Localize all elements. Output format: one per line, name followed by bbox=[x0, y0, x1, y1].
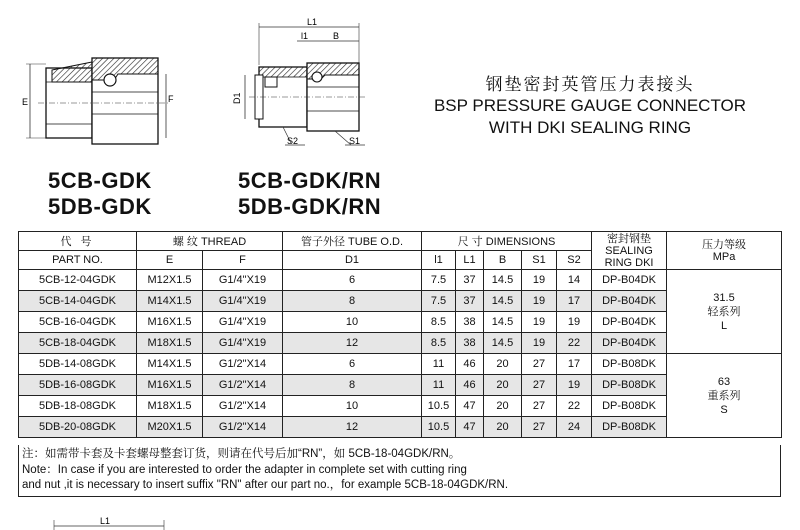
cell-f: G1/2"X14 bbox=[203, 354, 283, 375]
cell-ring: DP-B08DK bbox=[592, 375, 667, 396]
cell-s2: 22 bbox=[557, 333, 592, 354]
cell-e: M16X1.5 bbox=[137, 312, 203, 333]
header-seal-en2: RING DKI bbox=[604, 256, 654, 269]
cell-l1: 11 bbox=[422, 375, 456, 396]
pressure-value: 31.5 bbox=[713, 291, 735, 304]
cell-s1: 19 bbox=[522, 312, 557, 333]
cell-part: 5CB-12-04GDK bbox=[19, 270, 137, 291]
cell-b: 14.5 bbox=[484, 312, 522, 333]
cell-s1: 19 bbox=[522, 270, 557, 291]
header-pressure bbox=[667, 232, 782, 270]
cell-b: 14.5 bbox=[484, 333, 522, 354]
cell-s2: 17 bbox=[557, 291, 592, 312]
cell-l1: 37 bbox=[456, 291, 484, 312]
code-left-1: 5CB-GDK bbox=[48, 168, 152, 193]
cell-s1: 27 bbox=[522, 417, 557, 438]
header-sealing-ring bbox=[592, 232, 667, 270]
cell-e: M14X1.5 bbox=[137, 354, 203, 375]
cell-l1: 46 bbox=[456, 354, 484, 375]
cell-s2: 17 bbox=[557, 354, 592, 375]
cell-l1: 46 bbox=[456, 375, 484, 396]
cell-s2: 22 bbox=[557, 396, 592, 417]
cell-b: 14.5 bbox=[484, 270, 522, 291]
connector-drawing-gdk-rn bbox=[225, 15, 380, 155]
header-thread: 螺 纹 THREAD bbox=[137, 232, 283, 251]
cell-l1: 38 bbox=[456, 333, 484, 354]
cell-d1: 12 bbox=[283, 417, 422, 438]
cell-l1: 7.5 bbox=[422, 270, 456, 291]
cell-part: 5DB-14-08GDK bbox=[19, 354, 137, 375]
code-right-1: 5CB-GDK/RN bbox=[238, 168, 382, 193]
cell-part: 5CB-14-04GDK bbox=[19, 291, 137, 312]
order-note bbox=[18, 445, 781, 497]
cell-s2: 14 bbox=[557, 270, 592, 291]
header-press-cn: 压力等级 bbox=[702, 238, 747, 251]
cell-e: M18X1.5 bbox=[137, 333, 203, 354]
cell-s1: 19 bbox=[522, 291, 557, 312]
dim-f-label: F bbox=[168, 94, 174, 104]
cell-e: M14X1.5 bbox=[137, 291, 203, 312]
table-row bbox=[19, 354, 782, 375]
cell-b: 20 bbox=[484, 396, 522, 417]
dim-e-label: E bbox=[22, 97, 29, 107]
title-cn: 钢垫密封英管压力表接头 bbox=[485, 75, 695, 94]
cell-f: G1/4"X19 bbox=[203, 333, 283, 354]
cell-f: G1/2"X14 bbox=[203, 417, 283, 438]
cell-part: 5DB-16-08GDK bbox=[19, 375, 137, 396]
pressure-group-1 bbox=[667, 270, 782, 354]
header-d1: D1 bbox=[283, 251, 422, 270]
cell-s2: 19 bbox=[557, 375, 592, 396]
cell-s2: 24 bbox=[557, 417, 592, 438]
header-b: B bbox=[484, 251, 522, 270]
cell-d1: 6 bbox=[283, 270, 422, 291]
cell-l1: 37 bbox=[456, 270, 484, 291]
cell-f: G1/4"X19 bbox=[203, 312, 283, 333]
connector-drawing-gdk bbox=[18, 52, 178, 162]
dim-b-label: B bbox=[333, 31, 340, 41]
dim-l1-total-label: L1 bbox=[307, 17, 318, 27]
title-en-2: WITH DKI SEALING RING bbox=[488, 118, 692, 137]
header-press-en: MPa bbox=[712, 250, 736, 263]
header-tube: 管子外径 TUBE O.D. bbox=[283, 232, 422, 251]
cell-part: 5DB-20-08GDK bbox=[19, 417, 137, 438]
spec-table bbox=[18, 231, 782, 438]
cell-ring: DP-B08DK bbox=[592, 354, 667, 375]
header-dims: 尺 寸 DIMENSIONS bbox=[422, 232, 592, 251]
note-line-cn: 注：如需带卡套及卡套螺母整套订货，则请在代号后加“RN”，如 5CB-18-04GDK/RN。 bbox=[22, 448, 461, 460]
cell-ring: DP-B04DK bbox=[592, 270, 667, 291]
cell-ring: DP-B08DK bbox=[592, 396, 667, 417]
cell-f: G1/4"X19 bbox=[203, 270, 283, 291]
cell-e: M12X1.5 bbox=[137, 270, 203, 291]
cell-l1: 47 bbox=[456, 417, 484, 438]
cell-ring: DP-B08DK bbox=[592, 417, 667, 438]
product-title bbox=[400, 70, 780, 139]
header-s2: S2 bbox=[557, 251, 592, 270]
cell-part: 5CB-18-04GDK bbox=[19, 333, 137, 354]
cell-f: G1/2"X14 bbox=[203, 375, 283, 396]
cell-l1: 7.5 bbox=[422, 291, 456, 312]
cell-s1: 19 bbox=[522, 333, 557, 354]
dim-l1-label: l1 bbox=[301, 31, 309, 41]
dim-d1-label: D1 bbox=[232, 92, 242, 104]
cell-d1: 6 bbox=[283, 354, 422, 375]
cell-b: 20 bbox=[484, 354, 522, 375]
cell-l1: 8.5 bbox=[422, 333, 456, 354]
cell-part: 5CB-16-04GDK bbox=[19, 312, 137, 333]
cell-l1: 38 bbox=[456, 312, 484, 333]
header-part-cn: 代 号 bbox=[19, 232, 137, 251]
cell-b: 20 bbox=[484, 375, 522, 396]
cell-l1: 10.5 bbox=[422, 396, 456, 417]
cell-l1: 8.5 bbox=[422, 312, 456, 333]
cell-e: M16X1.5 bbox=[137, 375, 203, 396]
note-line-en-1: Note：In case if you are interested to order the adapter in complete set with cutting ring bbox=[22, 463, 467, 476]
cell-part: 5DB-18-08GDK bbox=[19, 396, 137, 417]
pressure-value: 63 bbox=[717, 375, 731, 388]
cell-b: 20 bbox=[484, 417, 522, 438]
header-l1-small: l1 bbox=[422, 251, 456, 270]
code-left-2: 5DB-GDK bbox=[48, 194, 152, 219]
pressure-code: L bbox=[720, 319, 728, 332]
cell-d1: 8 bbox=[283, 291, 422, 312]
cell-b: 14.5 bbox=[484, 291, 522, 312]
title-en-1: BSP PRESSURE GAUGE CONNECTOR bbox=[433, 96, 747, 115]
cell-ring: DP-B04DK bbox=[592, 312, 667, 333]
table-row bbox=[19, 270, 782, 291]
cell-s1: 27 bbox=[522, 354, 557, 375]
header-part-en: PART NO. bbox=[19, 251, 137, 270]
cell-s2: 19 bbox=[557, 312, 592, 333]
header-e: E bbox=[137, 251, 203, 270]
cell-l1: 47 bbox=[456, 396, 484, 417]
cell-d1: 8 bbox=[283, 375, 422, 396]
code-right-2: 5DB-GDK/RN bbox=[238, 194, 382, 219]
pressure-group-2 bbox=[667, 354, 782, 438]
cell-e: M20X1.5 bbox=[137, 417, 203, 438]
pressure-series: 重系列 bbox=[707, 389, 741, 402]
pressure-code: S bbox=[720, 403, 728, 416]
pressure-series: 轻系列 bbox=[707, 305, 741, 318]
note-line-en-2: and nut ,it is necessary to insert suffix "RN" after our part no.，for example 5CB-18-04GDK/RN. bbox=[22, 479, 509, 491]
cell-ring: DP-B04DK bbox=[592, 291, 667, 312]
cell-d1: 10 bbox=[283, 396, 422, 417]
cell-e: M18X1.5 bbox=[137, 396, 203, 417]
header-seal-en1: SEALING bbox=[605, 244, 653, 257]
cell-ring: DP-B04DK bbox=[592, 333, 667, 354]
connector-drawing-partial bbox=[40, 512, 180, 530]
cell-f: G1/4"X19 bbox=[203, 291, 283, 312]
dim-s2-label: S2 bbox=[287, 136, 299, 146]
cell-d1: 10 bbox=[283, 312, 422, 333]
cell-s1: 27 bbox=[522, 396, 557, 417]
cell-d1: 12 bbox=[283, 333, 422, 354]
header-l1-large: L1 bbox=[456, 251, 484, 270]
cell-l1: 10.5 bbox=[422, 417, 456, 438]
header-seal-cn: 密封钢垫 bbox=[607, 232, 652, 245]
cell-f: G1/2"X14 bbox=[203, 396, 283, 417]
dim-s1-label: S1 bbox=[349, 136, 361, 146]
dim-l1-bottom-label: L1 bbox=[100, 516, 111, 526]
cell-l1: 11 bbox=[422, 354, 456, 375]
cell-s1: 27 bbox=[522, 375, 557, 396]
header-f: F bbox=[203, 251, 283, 270]
header-s1: S1 bbox=[522, 251, 557, 270]
